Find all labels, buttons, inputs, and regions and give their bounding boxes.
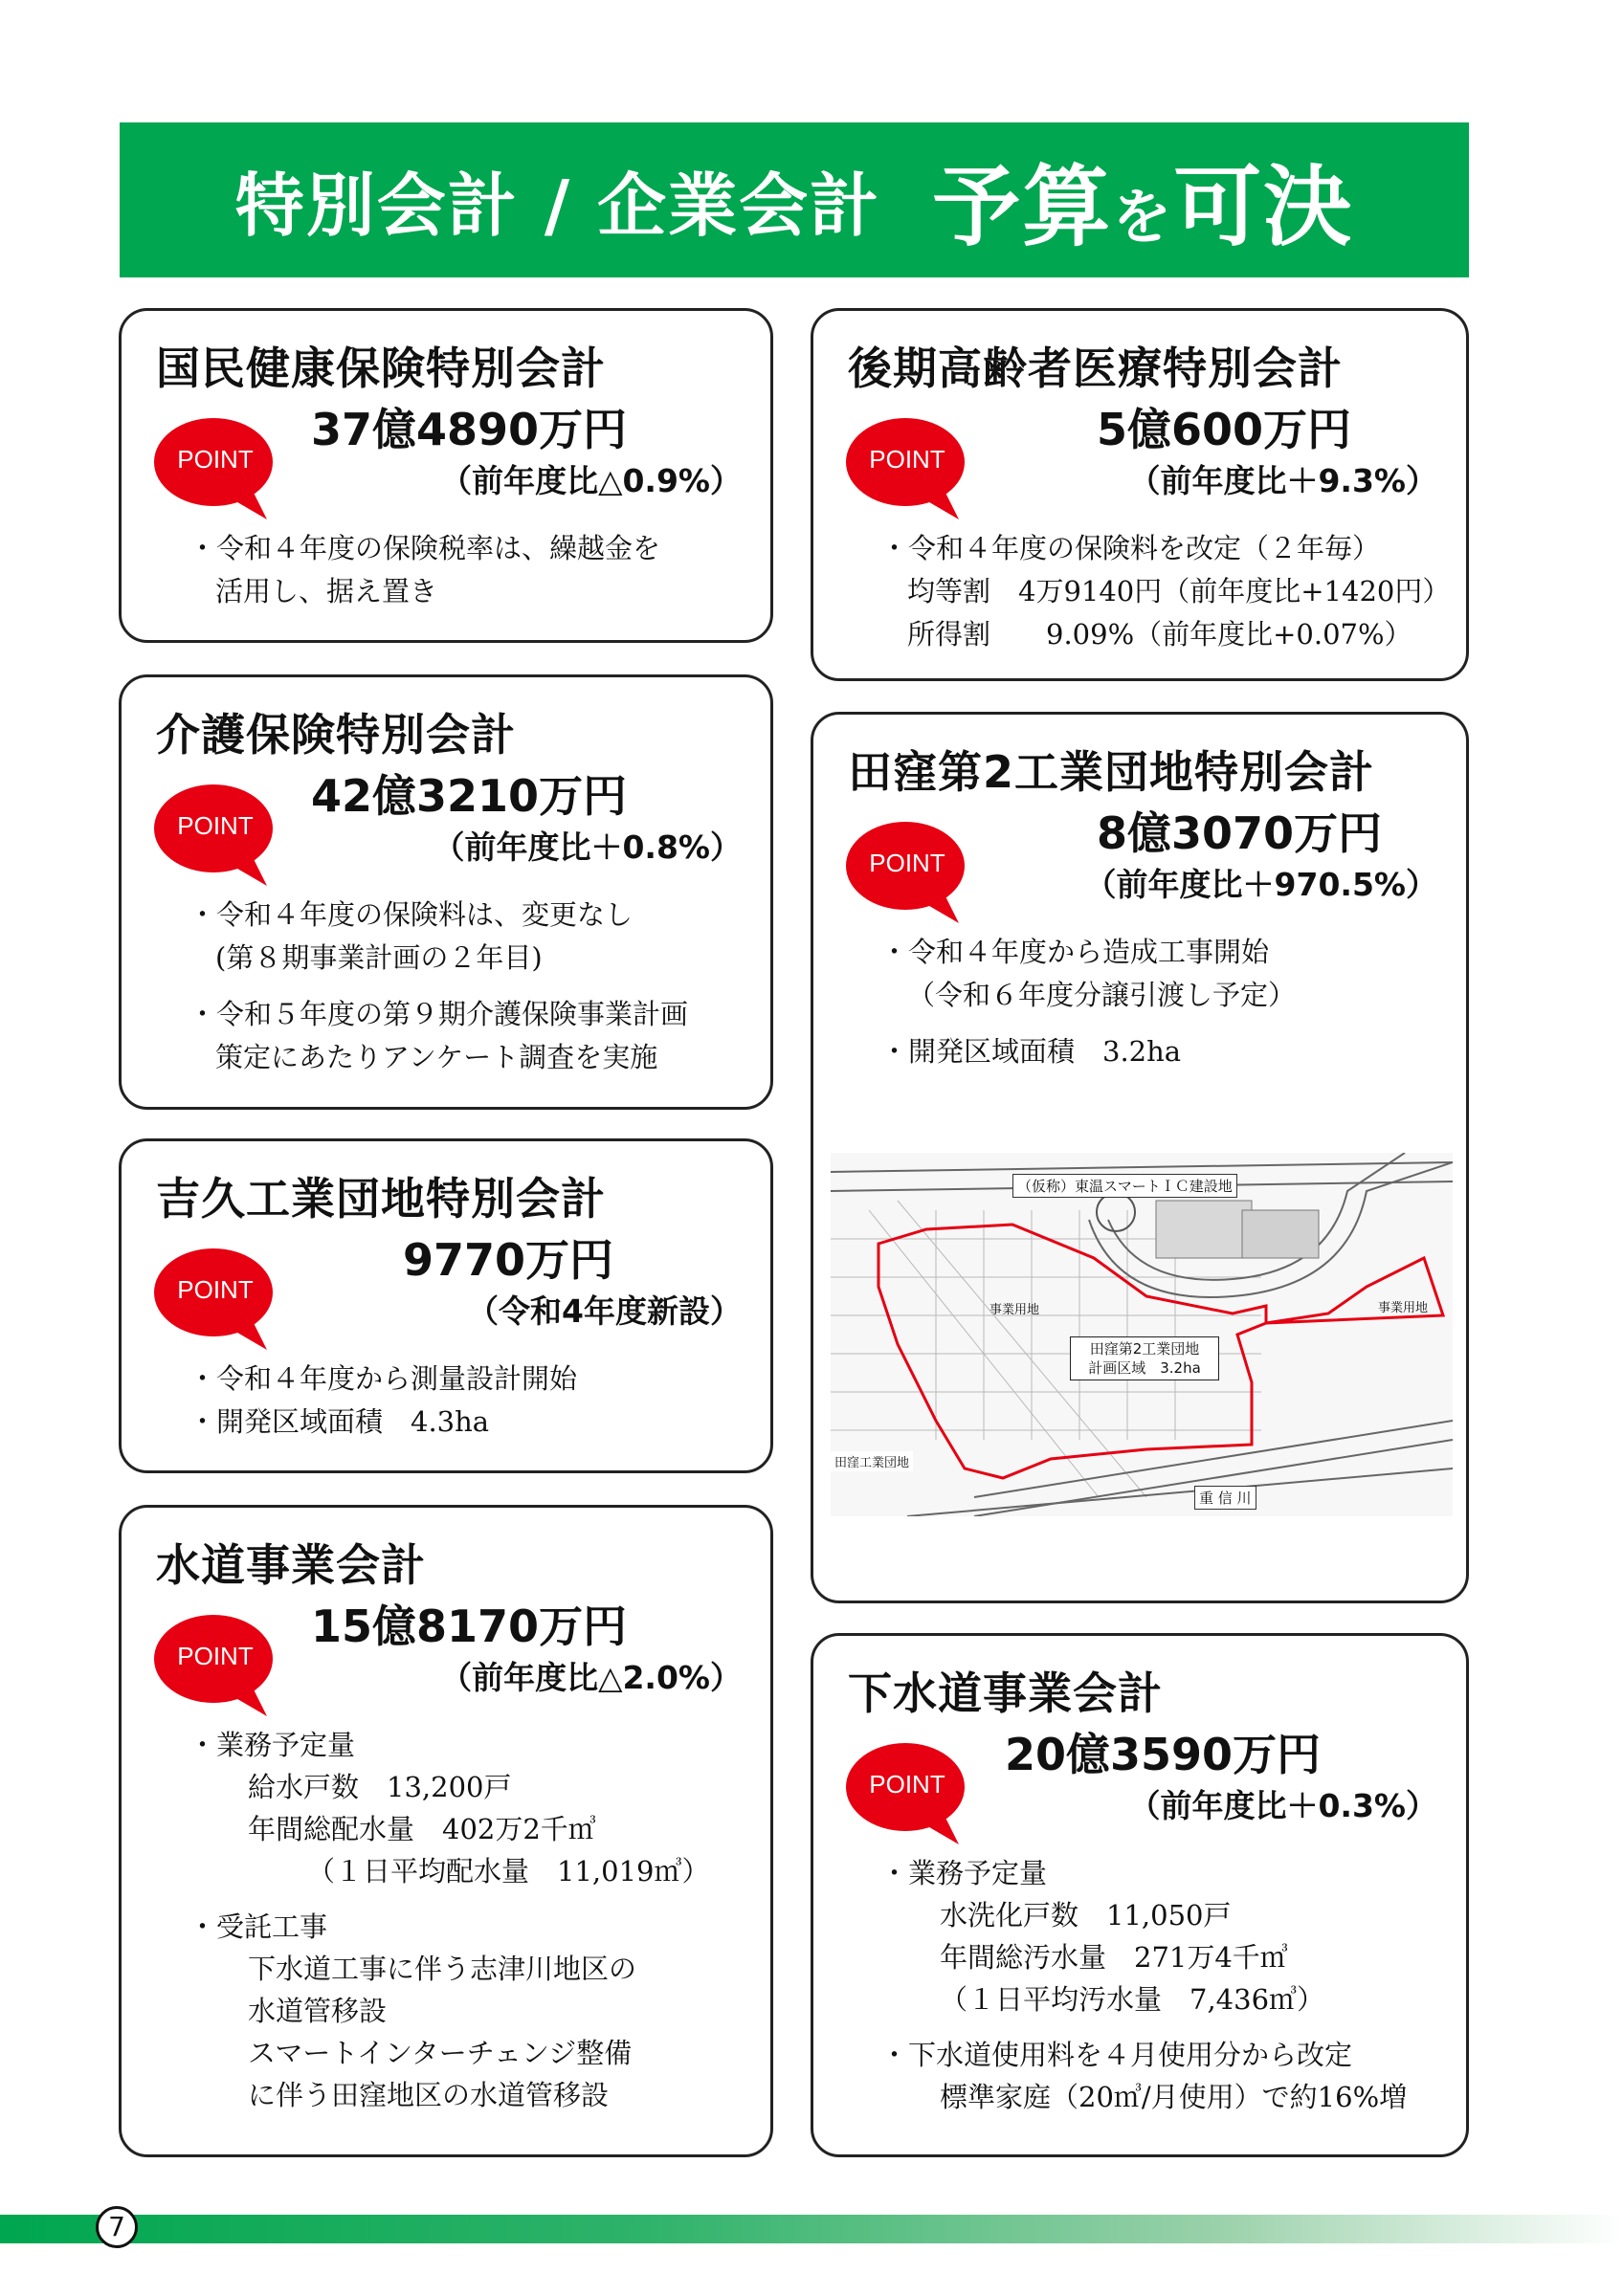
card-title: 後期高齢者医療特別会計	[848, 342, 1343, 394]
card-title: 田窪第2工業団地特別会計	[848, 746, 1375, 798]
body-line: 均等割 4万9140円（前年度比+1420円）	[907, 575, 1451, 607]
map-label-site	[1070, 1336, 1219, 1380]
body-line: 年間総汚水量 271万4千㎥	[940, 1941, 1288, 1974]
point-badge-icon	[154, 783, 277, 878]
card-title: 下水道事業会計	[848, 1667, 1163, 1719]
body-line: ・開発区域面積 4.3ha	[189, 1405, 490, 1438]
body-line: ・令和４年度から測量設計開始	[189, 1362, 578, 1395]
map-label-ic: （仮称）東温スマートＩＣ建設地	[1012, 1174, 1237, 1198]
point-badge-icon	[846, 416, 968, 512]
body-line: スマートインターチェンジ整備	[248, 2037, 633, 2069]
body-line: ・受託工事	[189, 1910, 328, 1943]
body-line: ・令和４年度から造成工事開始	[880, 936, 1270, 968]
body-line: 下水道工事に伴う志津川地区の	[248, 1953, 637, 1985]
card-amount: 9770万円	[403, 1234, 614, 1286]
card-ratio: （前年度比＋970.5%）	[1084, 866, 1437, 903]
point-label: POINT	[869, 849, 945, 877]
card-takubo	[811, 712, 1469, 1603]
body-line: 策定にあたりアンケート調査を実施	[215, 1041, 658, 1073]
body-line: 標準家庭（20㎥/月使用）で約16%増	[940, 2081, 1408, 2113]
point-badge-icon	[154, 1247, 277, 1342]
card-amount: 20億3590万円	[1005, 1729, 1322, 1780]
card-ratio: （令和4年度新設）	[467, 1292, 742, 1330]
map-label-site-area: 計画区域 3.2ha	[1088, 1359, 1201, 1377]
body-line: ・下水道使用料を４月使用分から改定	[880, 2039, 1353, 2071]
point-label: POINT	[177, 1275, 254, 1304]
card-title: 吉久工業団地特別会計	[156, 1173, 606, 1225]
body-line: （令和６年度分譲引渡し予定）	[907, 979, 1297, 1011]
card-kaigo	[119, 674, 773, 1110]
body-line: ・開発区域面積 3.2ha	[880, 1035, 1182, 1068]
body-line: に伴う田窪地区の水道管移設	[248, 2079, 610, 2111]
card-ratio: （前年度比＋9.3%）	[1128, 462, 1437, 499]
point-label: POINT	[869, 445, 945, 474]
card-suido	[119, 1505, 773, 2157]
point-badge-icon	[154, 416, 277, 512]
site-map-drawing	[831, 1153, 1453, 1516]
banner-title-right: 予算を可決	[932, 156, 1354, 258]
card-title: 介護保険特別会計	[156, 709, 516, 761]
body-line: 水道管移設	[248, 1995, 388, 2027]
page-number: 7	[96, 2206, 138, 2248]
map-label-site-name: 田窪第2工業団地	[1089, 1340, 1200, 1358]
point-badge-icon	[846, 820, 968, 916]
body-line: 年間総配水量 402万2千㎥	[248, 1813, 596, 1845]
card-amount: 37億4890万円	[311, 404, 628, 455]
card-amount: 15億8170万円	[311, 1601, 628, 1652]
card-body	[189, 1724, 751, 2116]
map-label-takubo: 田窪工業団地	[831, 1451, 913, 1471]
card-amount: 5億600万円	[1097, 404, 1352, 455]
card-body	[880, 931, 1447, 1073]
point-label: POINT	[869, 1770, 945, 1799]
card-title: 水道事業会計	[156, 1539, 426, 1591]
site-map-image	[831, 1153, 1453, 1516]
map-label-jigyo-left: 事業用地	[989, 1303, 1040, 1317]
card-amount: 42億3210万円	[311, 770, 628, 822]
card-kouki	[811, 308, 1469, 681]
card-ratio: （前年度比＋0.8%）	[433, 828, 742, 866]
body-line: ・令和４年度の保険税率は、繰越金を	[189, 532, 661, 564]
card-body	[189, 894, 751, 1079]
card-body	[189, 1358, 751, 1444]
card-amount: 8億3070万円	[1097, 807, 1383, 859]
body-line: 水洗化戸数 11,050戸	[940, 1899, 1232, 1932]
page-banner	[120, 122, 1469, 277]
body-line: ・令和４年度の保険料は、変更なし	[189, 898, 634, 931]
point-label: POINT	[177, 445, 254, 474]
map-label-jigyo-right: 事業用地	[1378, 1301, 1429, 1315]
body-line: 給水戸数 13,200戸	[248, 1771, 512, 1803]
card-ratio: （前年度比△0.9%）	[440, 462, 742, 499]
map-label-river: 重 信 川	[1194, 1486, 1256, 1510]
point-badge-icon	[154, 1613, 277, 1709]
card-ratio: （前年度比＋0.3%）	[1128, 1787, 1437, 1824]
point-label: POINT	[177, 811, 254, 840]
body-line: (第８期事業計画の２年目)	[215, 941, 543, 974]
card-body	[189, 527, 751, 613]
card-body	[880, 527, 1451, 656]
card-yoshihisa	[119, 1138, 773, 1473]
banner-title-left: 特別会計 / 企業会計	[234, 166, 881, 246]
card-title: 国民健康保険特別会計	[156, 342, 606, 394]
card-ratio: （前年度比△2.0%）	[440, 1659, 742, 1696]
body-line: 所得割 9.09%（前年度比+0.07%）	[907, 618, 1412, 651]
body-line: ・令和５年度の第９期介護保険事業計画	[189, 998, 689, 1030]
card-kokuho	[119, 308, 773, 643]
body-line: （１日平均汚水量 7,436㎥）	[940, 1983, 1325, 2016]
point-badge-icon	[846, 1741, 968, 1837]
card-gesuido	[811, 1633, 1469, 2157]
point-label: POINT	[177, 1642, 254, 1670]
footer-bar	[0, 2215, 1623, 2243]
body-line: ・業務予定量	[189, 1729, 356, 1761]
body-line: （１日平均配水量 11,019㎥）	[307, 1855, 710, 1888]
body-line: ・令和４年度の保険料を改定（２年毎）	[880, 532, 1381, 564]
card-body	[880, 1852, 1447, 2118]
body-line: 活用し、据え置き	[215, 575, 438, 607]
body-line: ・業務予定量	[880, 1857, 1048, 1889]
